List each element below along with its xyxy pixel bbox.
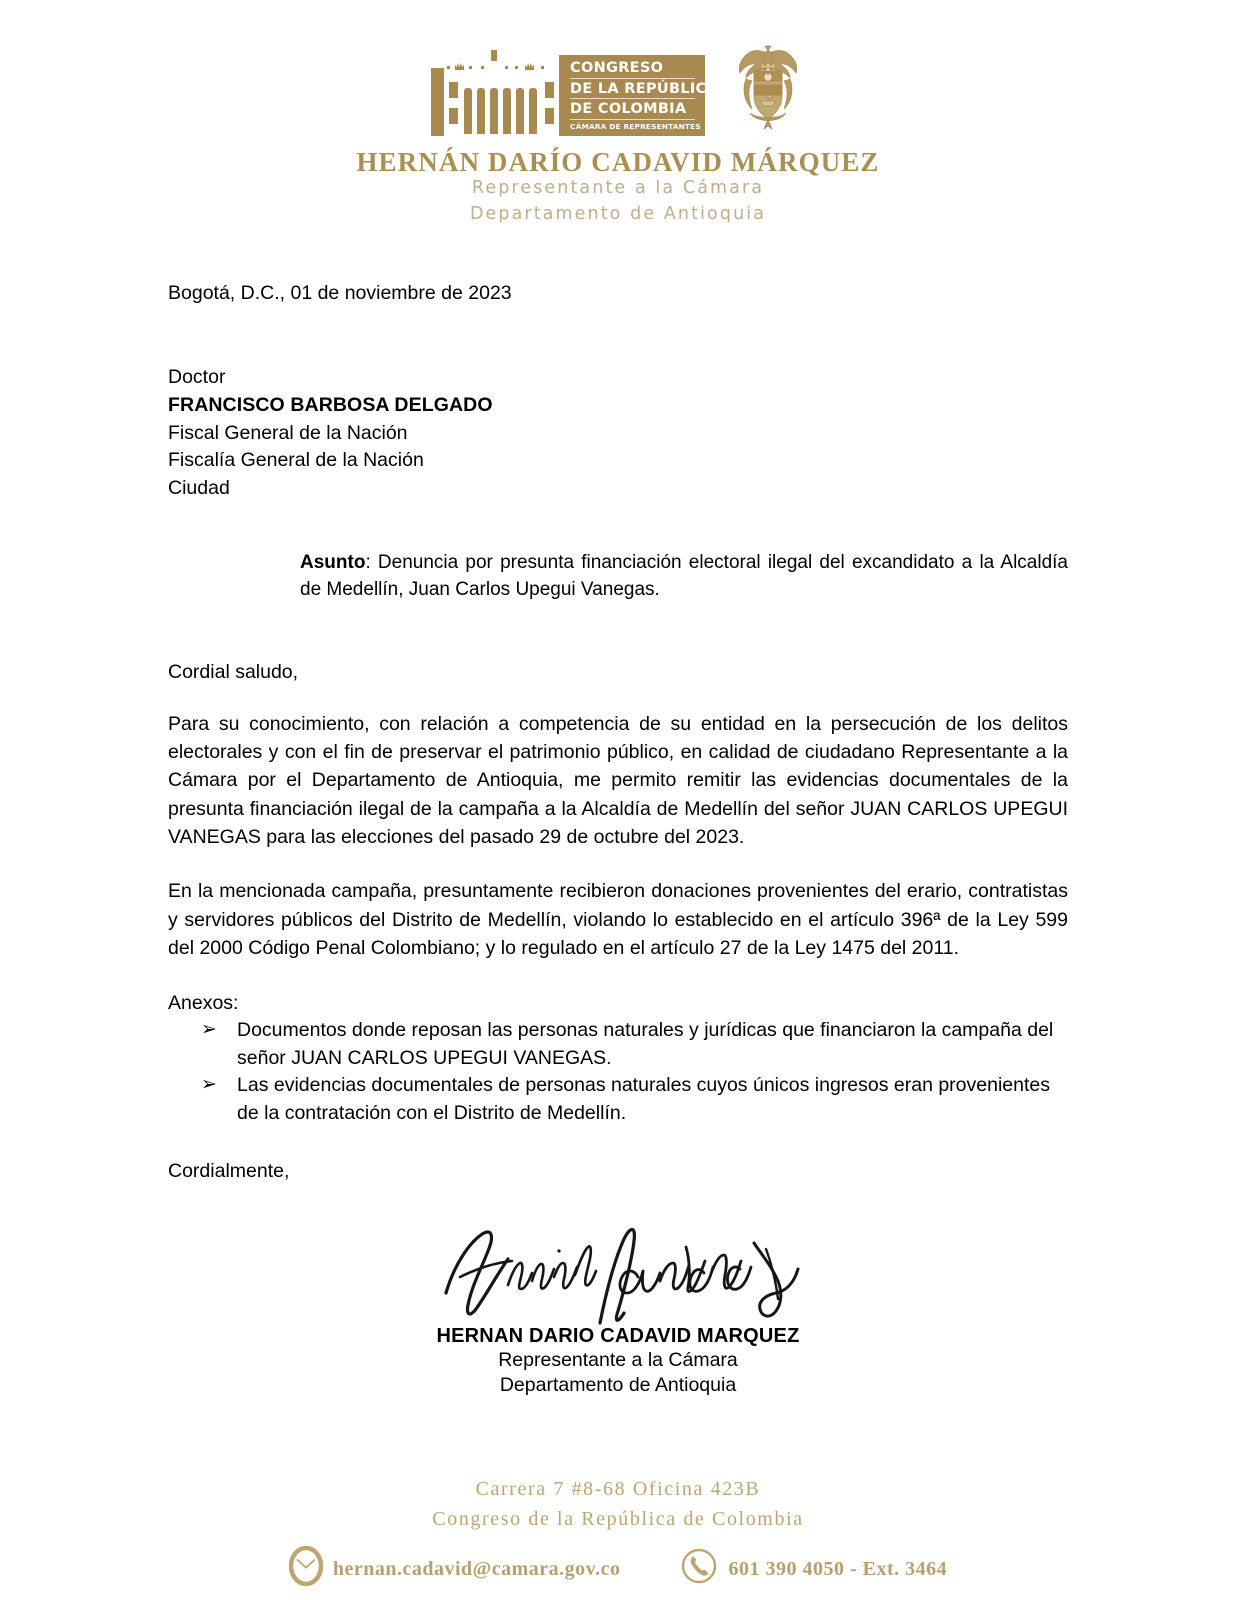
- phone-icon: [680, 1546, 718, 1592]
- paragraph-1: Para su conocimiento, con relación a competencia de su entidad en la persecución de los delitos electorales y con el fin de preservar el patrimonio público, en calidad de ciudadano Representante a la Cámara por el Departamento de Antioquia, me permito remitir las evidencias documentales de la presunta financiación ilegal de la campaña a la Alcaldía de Medellín del señor JUAN CARLOS UPEGUI VANEGAS para las elecciones del pasado 29 de octubre del 2023.: [168, 712, 1068, 848]
- greeting: Cordial saludo,: [168, 660, 299, 683]
- page-footer: [0, 1474, 1236, 1592]
- signer-role: Representante a la Cámara: [498, 1348, 738, 1371]
- representative-role: Representante a la Cámara: [471, 178, 765, 199]
- congress-wordmark: [559, 55, 719, 136]
- signer-department: Departamento de Antioquia: [499, 1374, 737, 1397]
- letter-body: [0, 280, 1236, 1398]
- footer-phone[interactable]: [680, 1546, 947, 1592]
- coat-of-arms-icon: [731, 44, 805, 136]
- footer-address-line-2: Congreso de la República de Colombia: [432, 1508, 804, 1530]
- signature-block: [168, 1211, 1068, 1399]
- subject-label: Asunto: [300, 551, 366, 573]
- envelope-icon: [289, 1546, 323, 1592]
- list-item: [201, 1017, 1068, 1072]
- addressee-name: FRANCISCO BARBOSA DELGADO: [168, 394, 493, 417]
- letterhead: [0, 0, 1236, 227]
- letter-date: Bogotá, D.C., 01 de noviembre de 2023: [168, 282, 512, 305]
- representative-name: HERNÁN DARÍO CADAVID MÁRQUEZ: [356, 147, 880, 177]
- capitol-columns: [431, 68, 559, 136]
- congress-line-2: DE LA REPÚBLICA: [570, 82, 695, 100]
- footer-email-text: hernan.cadavid@camara.gov.co: [332, 1557, 621, 1580]
- footer-phone-text: 601 390 4050 - Ext. 3464: [728, 1557, 948, 1580]
- congress-line-3: DE COLOMBIA: [570, 102, 695, 120]
- representative-department: Departamento de Antioquia: [469, 203, 767, 224]
- congress-subtitle: CÁMARA DE REPRESENTANTES: [570, 121, 701, 131]
- annexes-label: Anexos:: [168, 992, 239, 1015]
- capitol-building-icon: [431, 46, 559, 136]
- letterhead-logos: [0, 44, 1236, 136]
- congress-logo: [431, 44, 719, 136]
- addressee-block: [168, 364, 1068, 502]
- chevron-bullet-icon: ➢: [201, 1073, 217, 1096]
- annexes-list: [168, 1017, 1068, 1128]
- footer-email[interactable]: [289, 1546, 621, 1592]
- chevron-bullet-icon: ➢: [201, 1018, 217, 1041]
- footer-contact-row: [0, 1546, 1236, 1592]
- addressee-title: Doctor: [168, 366, 226, 389]
- subject-block: [300, 549, 1068, 604]
- addressee-city: Ciudad: [168, 477, 230, 500]
- paragraph-2: En la mencionada campaña, presuntamente recibieron donaciones provenientes del erario, contratistas y servidores públicos del Distrito de Medellín, violando lo establecido en el artículo 396ª de la Ley 599 del 2000 Código Penal Colombiano; y lo regulado en el artículo 27 de la Ley 1475 del 2011.: [168, 880, 1068, 959]
- closing: Cordialmente,: [168, 1159, 290, 1182]
- annex-text: Las evidencias documentales de personas naturales cuyos únicos ingresos eran provenientes de la contratación con el Distrito de Medellín.: [237, 1074, 1050, 1125]
- capitol-flags-icon: [447, 48, 559, 70]
- footer-address-line-1: Carrera 7 #8-68 Oficina 423B: [475, 1478, 761, 1500]
- subject-text: : Denuncia por presunta financiación electoral ilegal del excandidato a la Alcaldía de Medellín, Juan Carlos Upegui Vanegas.: [300, 551, 1068, 601]
- addressee-position: Fiscal General de la Nación: [168, 421, 408, 444]
- handwritten-signature-icon: [428, 1211, 808, 1331]
- addressee-entity: Fiscalía General de la Nación: [168, 449, 424, 472]
- list-item: [201, 1072, 1068, 1127]
- signer-name: HERNAN DARIO CADAVID MARQUEZ: [436, 1324, 800, 1347]
- congress-line-1: CONGRESO: [570, 61, 695, 79]
- annex-text: Documentos donde reposan las personas naturales y jurídicas que financiaron la campaña del señor JUAN CARLOS UPEGUI VANEGAS.: [237, 1019, 1054, 1069]
